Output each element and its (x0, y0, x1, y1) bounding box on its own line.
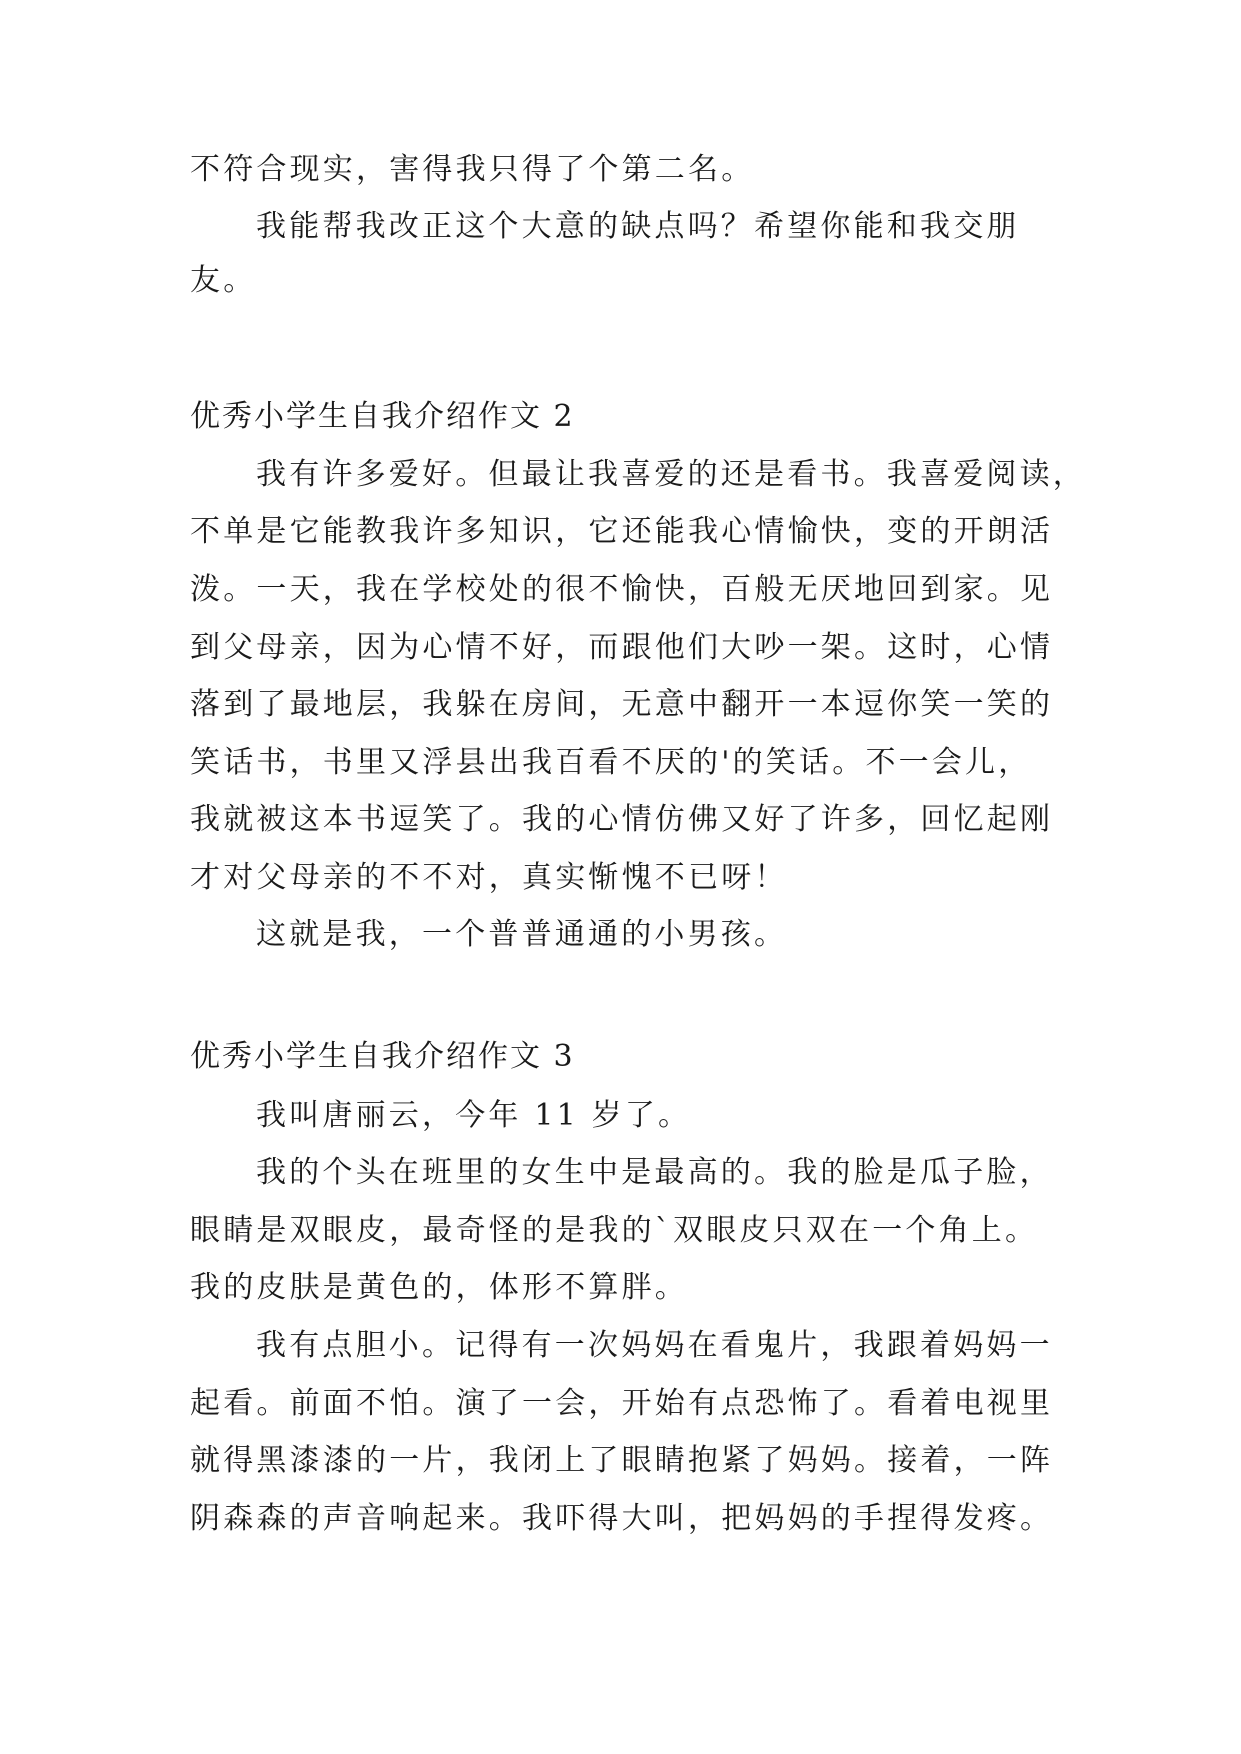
paragraph-line: 我就被这本书逗笑了。我的心情仿佛又好了许多，回忆起刚 (190, 802, 1054, 837)
paragraph-line: 我有许多爱好。但最让我喜爱的还是看书。我喜爱阅读， (256, 457, 1086, 492)
paragraph-line: 就得黑漆漆的一片，我闭上了眼睛抱紧了妈妈。接着，一阵 (190, 1443, 1054, 1478)
paragraph-line: 眼睛是双眼皮，最奇怪的是我的`双眼皮只双在一个角上。 (190, 1213, 1039, 1248)
paragraph-line: 我叫唐丽云，今年 11 岁了。 (256, 1098, 692, 1133)
paragraph-line: 我有点胆小。记得有一次妈妈在看鬼片，我跟着妈妈一 (256, 1328, 1053, 1363)
section-heading: 优秀小学生自我介绍作文 3 (190, 1039, 575, 1074)
paragraph-line: 这就是我，一个普普通通的小男孩。 (256, 917, 788, 952)
paragraph-line: 阴森森的声音响起来。我吓得大叫，把妈妈的手捏得发疼。 (190, 1501, 1054, 1536)
paragraph-line: 到父母亲，因为心情不好，而跟他们大吵一架。这时，心情 (190, 630, 1054, 665)
section-heading: 优秀小学生自我介绍作文 2 (190, 399, 575, 434)
paragraph-line: 不单是它能教我许多知识，它还能我心情愉快，变的开朗活 (190, 514, 1054, 549)
paragraph-line: 我的个头在班里的女生中是最高的。我的脸是瓜子脸， (256, 1155, 1053, 1190)
paragraph-line: 才对父母亲的不不对，真实惭愧不已呀！ (190, 860, 788, 895)
paragraph-line: 起看。前面不怕。演了一会，开始有点恐怖了。看着电视里 (190, 1386, 1054, 1421)
paragraph-line: 泼。一天，我在学校处的很不愉快，百般无厌地回到家。见 (190, 572, 1054, 607)
paragraph-line: 不符合现实，害得我只得了个第二名。 (190, 152, 755, 187)
paragraph-line: 我能帮我改正这个大意的缺点吗？希望你能和我交朋 (256, 209, 1020, 244)
paragraph-line: 友。 (190, 263, 257, 298)
paragraph-line: 落到了最地层，我躲在房间，无意中翻开一本逗你笑一笑的 (190, 687, 1054, 722)
paragraph-line: 我的皮肤是黄色的，体形不算胖。 (190, 1270, 688, 1305)
paragraph-line: 笑话书，书里又浮县出我百看不厌的'的笑话。不一会儿， (190, 745, 1032, 780)
